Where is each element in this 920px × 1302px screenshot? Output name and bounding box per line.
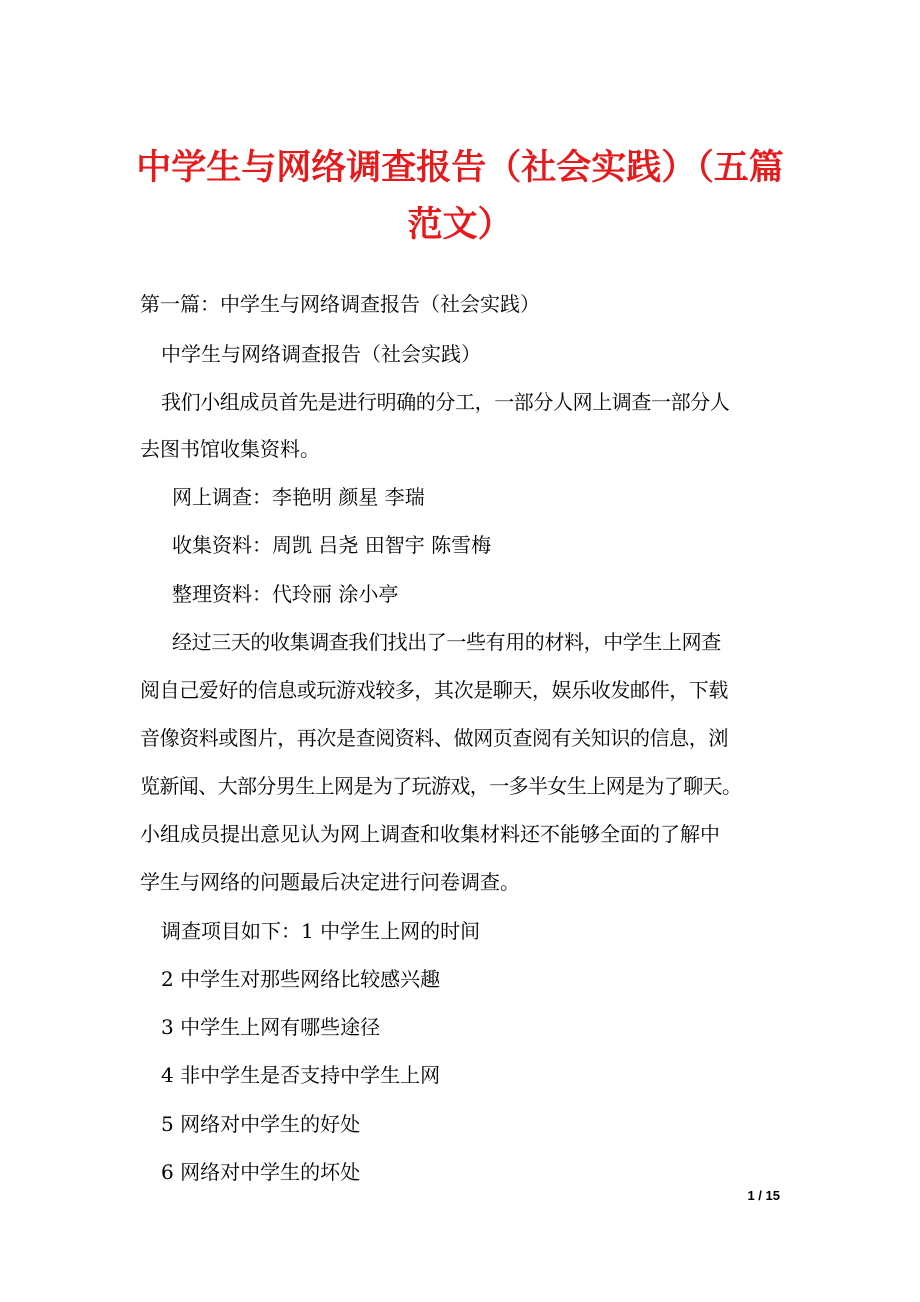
page-number: 1 / 15 [747, 1188, 780, 1203]
document-title-line-2: 范文） [407, 204, 513, 245]
paragraph-line: 我们小组成员首先是进行明确的分工，一部分人网上调查一部分人 [161, 390, 730, 414]
paragraph-line: 去图书馆收集资料。 [140, 437, 320, 461]
paragraph-line: 音像资料或图片，再次是查阅资料、做网页查阅有关知识的信息，浏 [140, 726, 728, 750]
survey-item-4: 4 非中学生是否支持中学生上网 [161, 1063, 441, 1087]
section-heading: 第一篇：中学生与网络调查报告（社会实践） [140, 292, 540, 316]
member-list-organize: 整理资料：代玲丽 涂小亭 [172, 582, 399, 606]
document-title-line-1: 中学生与网络调查报告（社会实践）（五篇 [136, 147, 784, 188]
member-list-online: 网上调查：李艳明 颜星 李瑞 [172, 485, 425, 509]
survey-item-2: 2 中学生对那些网络比较感兴趣 [161, 967, 441, 991]
survey-item-1: 调查项目如下：1 中学生上网的时间 [161, 919, 481, 943]
paragraph-line: 阅自己爱好的信息或玩游戏较多，其次是聊天，娱乐收发邮件，下载 [140, 678, 728, 702]
survey-item-5: 5 网络对中学生的好处 [161, 1112, 361, 1136]
paragraph-line: 学生与网络的问题最后决定进行问卷调查。 [140, 870, 520, 894]
paragraph-line: 小组成员提出意见认为网上调查和收集材料还不能够全面的了解中 [140, 822, 720, 846]
survey-item-6: 6 网络对中学生的坏处 [161, 1160, 361, 1184]
subtitle: 中学生与网络调查报告（社会实践） [161, 342, 481, 366]
survey-item-3: 3 中学生上网有哪些途径 [161, 1015, 381, 1039]
member-list-collect: 收集资料：周凯 吕尧 田智宇 陈雪梅 [172, 533, 492, 557]
paragraph-line: 览新闻、大部分男生上网是为了玩游戏，一多半女生上网是为了聊天。 [140, 774, 742, 798]
paragraph-line: 经过三天的收集调查我们找出了一些有用的材料，中学生上网查 [172, 630, 721, 654]
